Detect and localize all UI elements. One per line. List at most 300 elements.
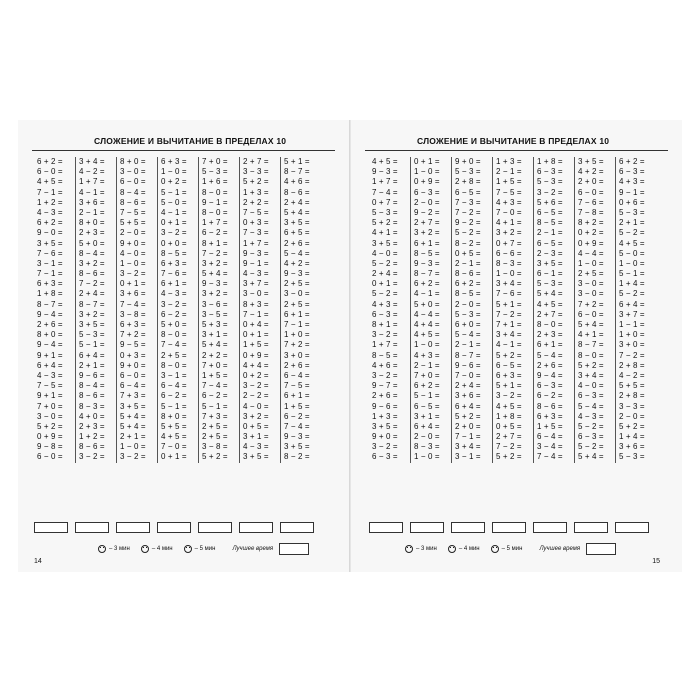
exercise-item: 3 − 1 = <box>455 452 481 462</box>
exercise-item: 1 + 8 = <box>496 411 522 421</box>
exercise-item: 9 − 3 = <box>243 248 269 258</box>
exercise-item: 3 + 2 = <box>202 289 228 299</box>
exercise-item: 6 − 0 = <box>37 167 63 177</box>
exercise-item: 0 + 1 = <box>161 452 187 462</box>
exercise-item: 3 + 4 = <box>578 370 604 380</box>
exercise-columns <box>369 157 656 463</box>
exercise-item: 0 + 9 = <box>414 177 440 187</box>
exercise-item: 9 − 2 = <box>455 218 481 228</box>
exercise-item: 0 + 5 = <box>243 421 269 431</box>
exercise-item: 2 − 0 = <box>619 411 645 421</box>
exercise-item: 6 + 3 = <box>120 320 146 329</box>
exercise-item: 8 − 7 = <box>79 299 105 309</box>
exercise-column <box>239 157 280 463</box>
exercise-item: 2 + 6 = <box>284 360 310 370</box>
exercise-item: 6 + 3 = <box>537 411 563 421</box>
exercise-item: 3 − 8 = <box>120 309 146 319</box>
exercise-item: 7 − 6 = <box>578 197 604 207</box>
exercise-item: 4 − 2 = <box>619 370 645 380</box>
exercise-item: 2 + 7 = <box>414 218 440 228</box>
best-time-box[interactable] <box>279 543 309 555</box>
exercise-item: 2 + 5 = <box>161 350 187 360</box>
answer-box[interactable] <box>157 522 191 533</box>
exercise-item: 1 + 7 = <box>372 177 398 187</box>
exercise-item: 2 + 6 = <box>37 320 63 329</box>
exercise-item: 3 + 2 = <box>414 228 440 238</box>
exercise-item: 4 − 1 = <box>79 187 105 197</box>
exercise-item: 4 + 5 = <box>37 177 63 187</box>
exercise-item: 8 + 0 = <box>120 157 146 166</box>
exercise-item: 3 + 5 = <box>284 218 310 228</box>
exercise-item: 7 − 2 = <box>202 248 228 258</box>
exercise-item: 6 + 2 = <box>37 218 63 228</box>
exercise-item: 6 + 1 = <box>284 309 310 319</box>
exercise-item: 5 + 3 = <box>202 320 228 329</box>
exercise-item: 8 − 5 = <box>537 218 563 228</box>
legend-time-3: – 5 мин <box>194 546 216 552</box>
exercise-item: 2 + 4 = <box>455 381 481 391</box>
exercise-column <box>533 157 574 463</box>
exercise-item: 6 + 1 = <box>537 340 563 350</box>
page-number: 15 <box>652 558 660 565</box>
exercise-item: 5 − 1 = <box>619 269 645 279</box>
exercise-item: 6 − 2 = <box>284 411 310 421</box>
exercise-item: 9 − 1 = <box>619 187 645 197</box>
exercise-item: 5 + 0 = <box>79 238 105 248</box>
exercise-column <box>34 157 75 463</box>
best-time-label: Лучшее время <box>539 546 581 552</box>
answer-box[interactable] <box>492 522 526 533</box>
exercise-item: 5 + 6 = <box>537 197 563 207</box>
exercise-item: 6 − 3 = <box>372 452 398 462</box>
exercise-item: 6 − 3 = <box>578 432 604 442</box>
exercise-item: 5 − 3 = <box>372 207 398 217</box>
exercise-item: 9 + 0 = <box>455 157 481 166</box>
exercise-item: 0 + 5 = <box>455 248 481 258</box>
exercise-item: 6 − 3 = <box>537 381 563 391</box>
exercise-item: 6 + 1 = <box>284 391 310 401</box>
exercise-item: 7 + 1 = <box>496 320 522 329</box>
title-rule <box>365 150 668 151</box>
exercise-item: 7 − 2 = <box>496 442 522 452</box>
exercise-item: 4 + 1 = <box>496 218 522 228</box>
exercise-item: 8 − 2 = <box>455 238 481 248</box>
exercise-column <box>280 157 321 463</box>
exercise-item: 3 + 5 = <box>284 442 310 452</box>
exercise-item: 6 + 3 = <box>496 370 522 380</box>
exercise-item: 1 + 4 = <box>619 432 645 442</box>
exercise-item: 7 − 1 = <box>284 320 310 329</box>
exercise-item: 5 + 2 = <box>496 452 522 462</box>
exercise-item: 4 + 5 = <box>496 401 522 411</box>
exercise-item: 9 − 7 = <box>372 381 398 391</box>
page-title: СЛОЖЕНИЕ И ВЫЧИТАНИЕ В ПРЕДЕЛАХ 10 <box>94 136 287 146</box>
exercise-item: 6 + 3 = <box>37 279 63 289</box>
exercise-item: 8 − 4 = <box>120 187 146 197</box>
exercise-item: 5 + 4 = <box>202 340 228 350</box>
exercise-item: 3 − 2 = <box>161 299 187 309</box>
exercise-item: 1 + 5 = <box>284 401 310 411</box>
exercise-item: 1 + 3 = <box>496 157 522 166</box>
exercise-item: 2 − 1 = <box>455 340 481 350</box>
exercise-item: 7 − 1 = <box>37 269 63 279</box>
exercise-item: 4 + 3 = <box>372 299 398 309</box>
answer-box[interactable] <box>75 522 109 533</box>
legend-time-1: – 3 мин <box>416 546 437 552</box>
exercise-item: 3 + 7 = <box>619 309 645 319</box>
exercise-item: 3 + 4 = <box>496 330 522 340</box>
exercise-item: 9 + 0 = <box>120 360 146 370</box>
exercise-item: 5 − 2 = <box>578 421 604 431</box>
exercise-item: 0 + 1 = <box>372 279 398 289</box>
exercise-item: 6 − 2 = <box>161 309 187 319</box>
exercise-item: 1 + 0 = <box>284 330 310 340</box>
exercise-item: 8 − 0 = <box>161 360 187 370</box>
exercise-item: 4 − 1 = <box>161 207 187 217</box>
exercise-item: 1 − 0 = <box>120 258 146 268</box>
answer-box[interactable] <box>410 522 444 533</box>
exercise-item: 3 − 8 = <box>202 442 228 452</box>
exercise-item: 3 − 2 = <box>120 269 146 279</box>
exercise-item: 8 − 0 = <box>578 350 604 360</box>
exercise-item: 9 − 1 = <box>243 258 269 268</box>
exercise-item: 3 + 2 = <box>79 258 105 268</box>
exercise-item: 8 − 5 = <box>414 248 440 258</box>
exercise-item: 5 + 2 = <box>455 411 481 421</box>
exercise-column <box>369 157 410 463</box>
exercise-item: 3 − 3 = <box>243 167 269 177</box>
exercise-item: 5 + 4 = <box>578 452 604 462</box>
exercise-item: 1 − 0 = <box>578 258 604 268</box>
exercise-item: 5 − 4 = <box>284 248 310 258</box>
exercise-item: 3 − 6 = <box>202 299 228 309</box>
exercise-item: 1 − 0 = <box>496 269 522 279</box>
exercise-item: 0 + 9 = <box>37 432 63 442</box>
exercise-item: 4 − 3 = <box>243 442 269 452</box>
exercise-item: 6 − 2 = <box>537 391 563 401</box>
exercise-item: 7 − 4 = <box>372 187 398 197</box>
exercise-item: 5 − 3 = <box>455 167 481 177</box>
exercise-item: 3 − 2 = <box>161 228 187 238</box>
exercise-item: 5 − 3 = <box>619 207 645 217</box>
exercise-item: 1 − 0 = <box>414 167 440 177</box>
exercise-item: 5 − 0 = <box>619 248 645 258</box>
exercise-item: 8 + 0 = <box>161 411 187 421</box>
exercise-item: 2 − 3 = <box>537 248 563 258</box>
exercise-item: 7 − 5 = <box>284 381 310 391</box>
exercise-item: 3 − 5 = <box>202 309 228 319</box>
exercise-item: 2 − 1 = <box>496 167 522 177</box>
answer-box[interactable] <box>574 522 608 533</box>
exercise-item: 6 + 2 = <box>414 381 440 391</box>
exercise-item: 2 + 5 = <box>202 421 228 431</box>
exercise-item: 5 + 2 = <box>578 360 604 370</box>
exercise-item: 7 − 0 = <box>161 442 187 452</box>
exercise-item: 3 + 2 = <box>496 228 522 238</box>
exercise-item: 6 − 5 = <box>537 238 563 248</box>
exercise-item: 8 − 6 = <box>79 442 105 452</box>
exercise-item: 3 − 0 = <box>243 289 269 299</box>
answer-box[interactable] <box>116 522 150 533</box>
exercise-item: 6 + 4 = <box>619 299 645 309</box>
exercise-item: 5 − 1 = <box>161 187 187 197</box>
exercise-item: 2 + 4 = <box>372 269 398 279</box>
exercise-item: 5 − 0 = <box>161 197 187 207</box>
exercise-item: 8 − 3 = <box>414 442 440 452</box>
open-workbook <box>18 120 682 572</box>
exercise-item: 4 + 4 = <box>414 320 440 329</box>
exercise-item: 1 + 5 = <box>243 340 269 350</box>
exercise-item: 8 − 7 = <box>578 340 604 350</box>
exercise-item: 1 − 1 = <box>619 320 645 329</box>
exercise-item: 1 + 0 = <box>619 330 645 340</box>
exercise-item: 5 + 2 = <box>496 350 522 360</box>
exercise-item: 2 + 1 = <box>79 360 105 370</box>
exercise-item: 7 + 2 = <box>284 340 310 350</box>
answer-box[interactable] <box>239 522 273 533</box>
exercise-item: 8 − 6 = <box>455 269 481 279</box>
exercise-item: 7 + 0 = <box>202 360 228 370</box>
exercise-item: 1 − 0 = <box>414 340 440 350</box>
exercise-item: 8 − 7 = <box>284 167 310 177</box>
exercise-item: 2 + 6 = <box>284 238 310 248</box>
exercise-item: 4 + 6 = <box>372 360 398 370</box>
exercise-item: 2 + 3 = <box>79 228 105 238</box>
exercise-item: 0 + 9 = <box>243 350 269 360</box>
exercise-item: 8 − 0 = <box>537 320 563 329</box>
exercise-item: 2 + 5 = <box>202 432 228 442</box>
exercise-column <box>75 157 116 463</box>
exercise-item: 8 − 2 = <box>284 452 310 462</box>
exercise-item: 4 − 4 = <box>578 248 604 258</box>
exercise-item: 2 + 8 = <box>455 177 481 187</box>
exercise-item: 6 − 2 = <box>202 391 228 401</box>
exercise-item: 3 + 5 = <box>578 157 604 166</box>
exercise-item: 9 − 6 = <box>372 401 398 411</box>
exercise-item: 8 − 5 = <box>161 248 187 258</box>
page-title: СЛОЖЕНИЕ И ВЫЧИТАНИЕ В ПРЕДЕЛАХ 10 <box>417 136 610 146</box>
exercise-item: 3 − 0 = <box>284 289 310 299</box>
answer-box[interactable] <box>451 522 485 533</box>
exercise-item: 8 − 5 = <box>372 350 398 360</box>
exercise-item: 0 + 2 = <box>243 370 269 380</box>
exercise-column <box>574 157 615 463</box>
exercise-item: 8 − 0 = <box>202 207 228 217</box>
exercise-item: 6 − 0 = <box>120 177 146 187</box>
exercise-item: 3 − 2 = <box>372 442 398 452</box>
exercise-item: 6 − 3 = <box>619 167 645 177</box>
exercise-item: 4 − 0 = <box>243 401 269 411</box>
exercise-item: 5 − 2 = <box>455 228 481 238</box>
exercise-item: 3 + 4 = <box>79 157 105 166</box>
exercise-item: 6 + 0 = <box>455 320 481 329</box>
exercise-item: 7 − 6 = <box>496 289 522 299</box>
exercise-item: 2 − 0 = <box>455 299 481 309</box>
exercise-item: 5 + 4 = <box>120 421 146 431</box>
exercise-item: 3 − 3 = <box>619 401 645 411</box>
exercise-item: 1 + 3 = <box>372 411 398 421</box>
exercise-item: 9 − 4 = <box>37 340 63 350</box>
answer-boxes <box>34 522 321 533</box>
exercise-item: 7 + 2 = <box>120 330 146 340</box>
exercise-item: 4 + 1 = <box>578 330 604 340</box>
exercise-item: 2 + 8 = <box>619 360 645 370</box>
best-time-box[interactable] <box>586 543 616 555</box>
exercise-item: 4 + 3 = <box>619 177 645 187</box>
exercise-item: 2 − 0 = <box>414 432 440 442</box>
exercise-item: 6 − 2 = <box>161 391 187 401</box>
exercise-item: 0 + 1 = <box>414 157 440 166</box>
exercise-item: 3 − 2 = <box>79 452 105 462</box>
exercise-item: 2 + 6 = <box>372 391 398 401</box>
exercise-item: 1 − 0 = <box>161 167 187 177</box>
exercise-item: 0 + 4 = <box>243 320 269 329</box>
exercise-item: 9 − 3 = <box>284 432 310 442</box>
exercise-item: 7 − 6 = <box>161 269 187 279</box>
exercise-item: 1 − 0 = <box>120 442 146 452</box>
best-time-label: Лучшее время <box>232 546 274 552</box>
exercise-item: 9 − 8 = <box>37 442 63 452</box>
exercise-item: 4 − 0 = <box>120 248 146 258</box>
exercise-item: 9 − 3 = <box>372 167 398 177</box>
exercise-item: 9 − 6 = <box>455 360 481 370</box>
exercise-item: 4 + 5 = <box>161 432 187 442</box>
exercise-item: 8 + 1 = <box>372 320 398 329</box>
exercise-item: 5 − 2 = <box>619 289 645 299</box>
exercise-item: 4 − 3 = <box>578 411 604 421</box>
exercise-column <box>198 157 239 463</box>
exercise-item: 4 + 0 = <box>79 411 105 421</box>
exercise-item: 1 + 5 = <box>202 370 228 380</box>
exercise-item: 5 + 0 = <box>161 320 187 329</box>
exercise-item: 3 − 0 = <box>37 411 63 421</box>
time-legend <box>405 543 616 555</box>
exercise-item: 5 + 1 = <box>496 299 522 309</box>
answer-box[interactable] <box>615 522 649 533</box>
exercise-item: 4 + 3 = <box>414 350 440 360</box>
exercise-item: 6 − 3 = <box>372 309 398 319</box>
exercise-item: 3 + 5 = <box>243 452 269 462</box>
exercise-item: 3 + 2 = <box>202 258 228 268</box>
exercise-item: 4 − 3 = <box>243 269 269 279</box>
exercise-item: 6 − 5 = <box>537 207 563 217</box>
answer-boxes <box>369 522 656 533</box>
exercise-item: 8 + 1 = <box>202 238 228 248</box>
exercise-item: 6 − 3 = <box>537 167 563 177</box>
exercise-item: 6 + 2 = <box>619 157 645 166</box>
exercise-item: 1 + 8 = <box>537 157 563 166</box>
answer-box[interactable] <box>369 522 403 533</box>
exercise-item: 1 + 2 = <box>37 197 63 207</box>
exercise-item: 8 + 3 = <box>243 299 269 309</box>
exercise-item: 6 + 1 = <box>161 279 187 289</box>
exercise-item: 5 + 5 = <box>161 421 187 431</box>
exercise-item: 3 + 4 = <box>496 279 522 289</box>
exercise-item: 5 + 1 = <box>284 157 310 166</box>
exercise-item: 2 − 1 = <box>79 207 105 217</box>
exercise-item: 3 + 7 = <box>243 279 269 289</box>
exercise-item: 6 + 5 = <box>284 228 310 238</box>
exercise-item: 6 − 5 = <box>414 401 440 411</box>
exercise-item: 9 − 1 = <box>202 197 228 207</box>
exercise-item: 6 − 4 = <box>120 381 146 391</box>
exercise-item: 7 − 4 = <box>202 381 228 391</box>
exercise-item: 4 − 0 = <box>578 381 604 391</box>
exercise-item: 2 + 4 = <box>79 289 105 299</box>
answer-box[interactable] <box>280 522 314 533</box>
exercise-item: 0 + 5 = <box>496 421 522 431</box>
exercise-item: 1 + 7 = <box>372 340 398 350</box>
legend-time-2: – 4 мин <box>458 546 480 552</box>
exercise-item: 7 + 0 = <box>37 401 63 411</box>
exercise-item: 8 − 3 = <box>496 258 522 268</box>
exercise-item: 2 + 5 = <box>284 299 310 309</box>
exercise-column <box>492 157 533 463</box>
sad-face-icon <box>491 545 499 553</box>
exercise-item: 6 − 2 = <box>202 228 228 238</box>
neutral-face-icon <box>448 545 456 553</box>
exercise-item: 2 + 3 = <box>537 330 563 340</box>
exercise-column <box>451 157 492 463</box>
exercise-item: 6 − 0 = <box>120 370 146 380</box>
exercise-item: 5 + 5 = <box>120 218 146 228</box>
exercise-item: 3 − 2 = <box>372 330 398 340</box>
exercise-item: 3 + 5 = <box>37 238 63 248</box>
exercise-item: 3 − 2 = <box>372 370 398 380</box>
exercise-item: 0 + 2 = <box>161 177 187 187</box>
answer-box[interactable] <box>533 522 567 533</box>
exercise-item: 3 + 6 = <box>79 197 105 207</box>
exercise-item: 1 − 0 = <box>414 452 440 462</box>
exercise-item: 6 − 5 = <box>496 360 522 370</box>
exercise-item: 7 − 5 = <box>496 187 522 197</box>
exercise-item: 5 − 4 = <box>537 350 563 360</box>
page-left <box>18 120 350 572</box>
exercise-item: 7 − 4 = <box>284 421 310 431</box>
exercise-item: 7 − 2 = <box>496 309 522 319</box>
exercise-item: 5 − 2 = <box>619 228 645 238</box>
answer-box[interactable] <box>34 522 68 533</box>
exercise-item: 6 + 4 = <box>414 421 440 431</box>
exercise-item: 5 − 3 = <box>202 167 228 177</box>
exercise-item: 3 + 6 = <box>455 391 481 401</box>
exercise-item: 2 + 0 = <box>455 421 481 431</box>
exercise-item: 1 + 8 = <box>37 289 63 299</box>
exercise-item: 6 − 4 = <box>161 381 187 391</box>
exercise-item: 5 + 2 = <box>243 177 269 187</box>
legend-time-1: – 3 мин <box>109 546 130 552</box>
legend-time-3: – 5 мин <box>501 546 523 552</box>
exercise-item: 5 + 4 = <box>537 289 563 299</box>
exercise-item: 2 − 1 = <box>455 258 481 268</box>
exercise-item: 3 − 2 = <box>496 391 522 401</box>
exercise-item: 2 + 7 = <box>496 432 522 442</box>
exercise-item: 9 − 4 = <box>537 370 563 380</box>
exercise-item: 8 − 7 = <box>414 269 440 279</box>
exercise-item: 7 − 1 = <box>455 432 481 442</box>
exercise-item: 0 + 9 = <box>578 238 604 248</box>
exercise-item: 6 − 1 = <box>537 269 563 279</box>
exercise-item: 9 − 2 = <box>414 207 440 217</box>
exercise-item: 7 + 0 = <box>202 157 228 166</box>
exercise-item: 9 + 1 = <box>37 391 63 401</box>
exercise-item: 9 − 6 = <box>79 370 105 380</box>
answer-box[interactable] <box>198 522 232 533</box>
exercise-item: 6 − 0 = <box>578 187 604 197</box>
exercise-item: 2 + 3 = <box>79 421 105 431</box>
exercise-item: 3 − 1 = <box>37 258 63 268</box>
exercise-column <box>615 157 656 463</box>
